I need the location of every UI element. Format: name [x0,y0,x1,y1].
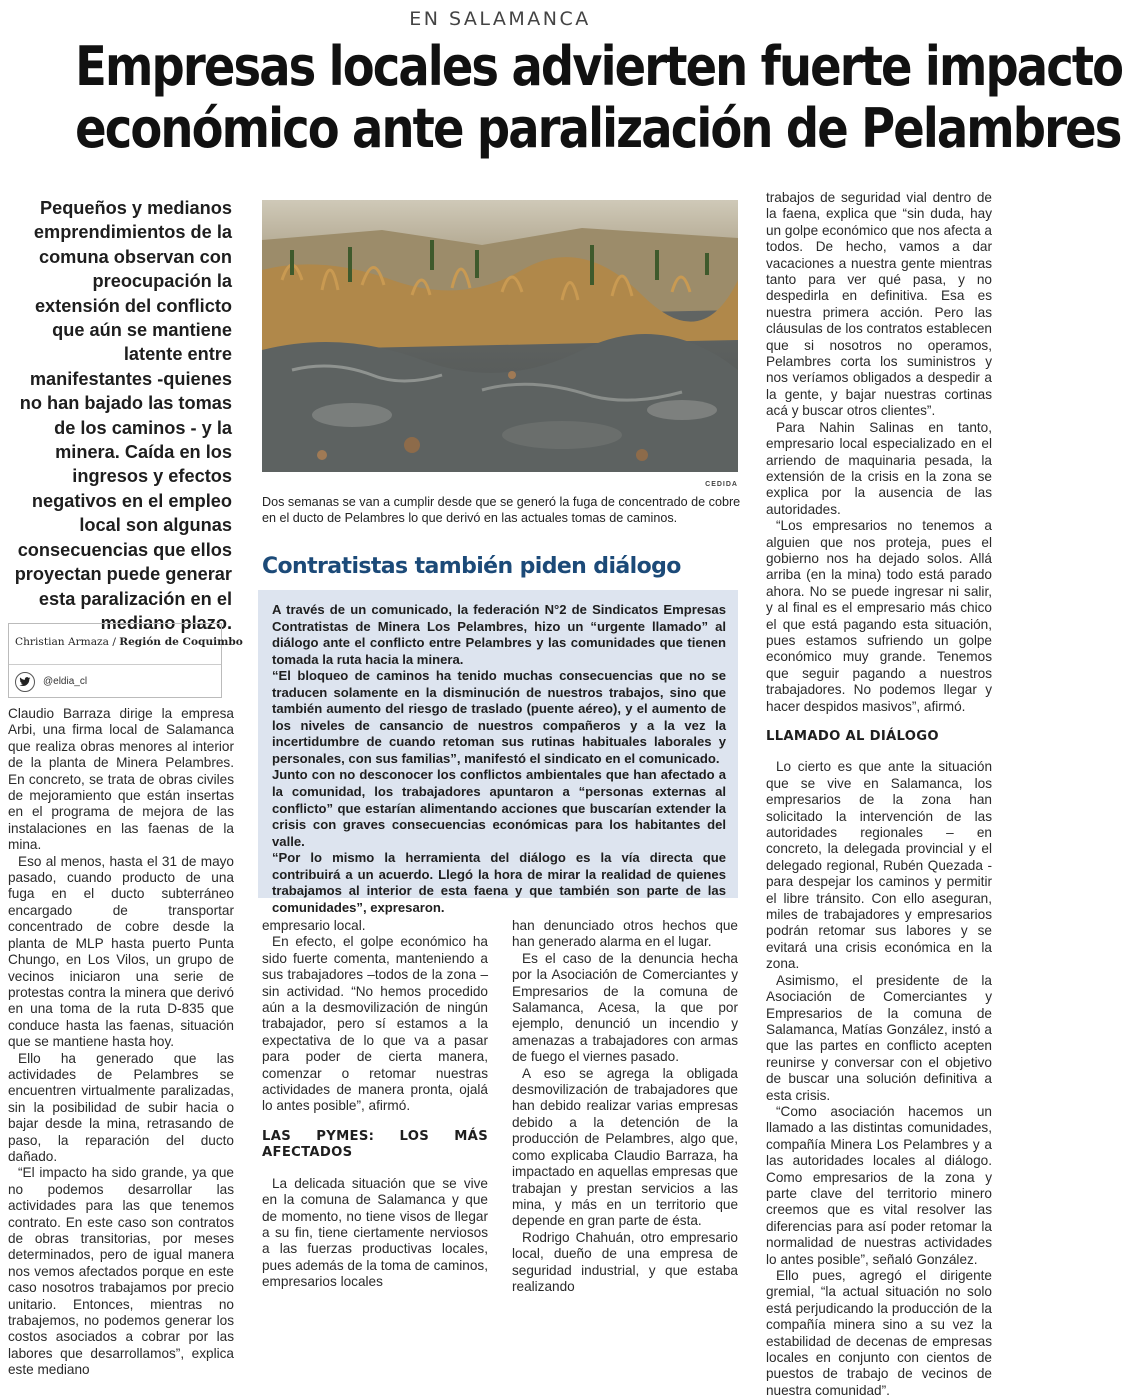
sidebar-paragraph: “Por lo mismo la herramienta del diálogo es la vía directa que contribuirá a un acuerdo. Llegó la hora de mirar la realidad de quienes trabajamos al interior de esta faena y que también son parte de las comunidades”, expresaron. [272,850,726,915]
body-column-4 [766,190,992,1399]
body-column-3 [512,918,738,1295]
body-paragraph: Claudio Barraza dirige la empresa Arbi, una firma local de Salamanca que realiza obras menores al interior de la planta de Minera Pelambres. En concreto, se trata de obras civiles de mejoramiento que están insertas en el programa de mejora de las instalaciones en las faenas de la mina. [8,706,234,853]
photo-caption: Dos semanas se van a cumplir desde que se generó la fuga de concentrado de cobre en el ducto de Pelambres lo que derivó en las actuales tomas de caminos. [262,495,741,525]
sidebar-paragraph: A través de un comunicado, la federación N°2 de Sindicatos Empresas Contratistas de Minera Los Pelambres, hizo un “urgente llamado” al diálogo ante el conflicto entre Pelambres y las comunidades que tienen tomada la ruta hacia la minera. [272,602,726,667]
section-heading-pymes: LAS PYMES: LOS MÁS AFECTADOS [262,1128,488,1161]
byline-separator: / [108,636,120,648]
body-paragraph: En efecto, el golpe económico ha sido fuerte comenta, manteniendo a sus trabajadores –todos de la zona – sin actividad. “No hemos procedido aún a la desmovilización de ningún trabajador, pero sí estamos a la expectativa de lo que va a pasar para poder de cierta manera, comenzar o retomar nuestras actividades de manera pronta, ojalá lo antes posible”, afirmó. [262,934,488,1114]
body-paragraph: Es el caso de la denuncia hecha por la Asociación de Comerciantes y Empresarios de la comuna de Salamanca, Acesa, la que por ejemplo, denunció un incendio y amenazas a trabajadores con armas de fuego el viernes pasado. [512,950,738,1065]
body-column-2 [262,918,488,1291]
byline-author-line [9,624,243,664]
body-paragraph: A eso se agrega la obligada desmovilización de trabajadores que han debido realizar varias empresas debido a la detención de la producción de Pelambres, algo que, como explicaba Claudio Barraza, ha impactado en aquellas empresas que trabajan y prestan servicios a las mina, y más en un territorio que depende en gran parte de ésta. [512,1065,738,1229]
body-column-1 [8,706,234,1379]
headline-line-2: económico ante paralización de Pelambres [75,97,1121,160]
body-paragraph: empresario local. [262,918,366,933]
body-paragraph: “Los empresarios no tenemos a alguien que nos proteja, pues el gobierno nos ha dejado solos. Allá arriba (en la mina) todo está parado ahora. No se puede ingresar ni salir, y al final es el empresario más chico el que está pagando esta situación, pues estamos sufriendo un golpe económico muy grande. Tenemos que seguir pagando a nuestros trabajadores. No podemos llegar y hacer despidos masivos”, afirmó. [766,518,992,714]
headline [75,35,1122,160]
photo-credit: CEDIDA [705,481,738,488]
sidebar-title: Contratistas también piden diálogo [262,554,681,579]
body-paragraph: han denunciado otros hechos que han generado alarma en el lugar. [512,918,738,950]
body-paragraph: Eso al menos, hasta el 31 de mayo pasado, cuando producto de una fuga en el ducto subterráneo encargado de transportar concentrado de cobre desde la planta de MLP hasta puerto Punta Chungo, en Los Vilos, un grupo de vecinos iniciaron una serie de protestas contra la minera que derivó en una toma de la ruta D-835 que conduce hasta las faenas, situación que se mantiene hasta hoy. [8,853,234,1050]
byline-social [9,664,221,698]
section-heading-dialogo: LLAMADO AL DIÁLOGO [766,729,939,744]
body-paragraph: Ello pues, agregó el dirigente gremial, “la actual situación no solo está perjudicando la producción de la compañía minera sino a su vez la estabilidad de decenas de empresas locales en conjunto con cientos de puestos de trabajo de vecinos de nuestra comunidad”. [766,1268,992,1398]
byline-author: Christian Armaza [15,636,109,648]
sidebar-paragraph: “El bloqueo de caminos ha tenido muchas consecuencias que no se traducen solamente en la disminución de nuestros trabajos, sino que también aumento del riesgo de traslado (puente aéreo), y el aumento de los niveles de cansancio de nuestros compañeros y a la vez la incertidumbre de cuando retoman sus rutinas habituales laborales y personales, con sus familias”, manifestó el sindicato en el comunicado. [272,668,726,766]
body-paragraph: “El impacto ha sido grande, ya que no podemos desarrollar las actividades para las que tenemos contrato. En este caso son contratos de obras transitorias, por meses determinados, pero de igual manera nos vemos afectados porque en este caso nosotros trabajamos por precio unitario. Entonces, mientras no trabajemos, no podemos generar los costos asociados a cobrar por las labores que desarrollamos”, explica este mediano [8,1165,234,1378]
body-paragraph: Asimismo, el presidente de la Asociación de Comerciantes y Empresarios de la comuna de Salamanca, Matías González, instó a que las partes en conflicto acepten reunirse y conversar con el objetivo de buscar una solución definitiva a esta crisis. [766,972,992,1103]
byline-box [8,623,243,698]
sidebar-paragraph: Junto con no desconocer los conflictos ambientales que han afectado a la comunidad, los trabajadores apuntaron a “personas externas al conflicto” que estarían alimentando acciones que buscarían extender la crisis con graves consecuencias económicas para los habitantes del valle. [272,767,726,849]
twitter-bird-icon[interactable] [15,672,35,692]
headline-line-1: Empresas locales advierten fuerte impacto [75,35,1122,98]
lead-paragraph: Pequeños y medianos emprendimientos de la comuna observan con preocupación la extensión del conflicto que aún se mantiene latente entre manifestantes -quienes no han bajado las tomas de los caminos - y la minera. Caída en los ingresos y efectos negativos en el empleo local son algunas consecuencias que ellos proyectan puede generar esta paralización en el mediano plazo. [14,198,232,633]
body-paragraph: trabajos de seguridad vial dentro de la faena, explica que “sin duda, hay un golpe económico que nos afecta a todos. De hecho, vamos a dar vacaciones a nuestra gente mientras tanto para ver qué pasa, y no despedirla en definitiva. Esa es nuestra primera acción. Pero las cláusulas de los contratos establecen que si nosotros no operamos, Pelambres corta los suministros y nos veríamos obligados a despedir a la gente, y bajar nuestras cortinas acá y buscar otros clientes”. [766,190,992,419]
body-paragraph: Lo cierto es que ante la situación que se vive en Salamanca, los empresarios de la zona han solicitado la intervención de las autoridades regionales – en concreto, la delegada provincial y el delegado regional, Rubén Quezada - para despejar los caminos y permitir el libre tránsito. Con ello aseguran, miles de trabajadores y empresarios podrán retomar sus labores y se evitará una crisis económica en la zona. [766,759,992,972]
body-paragraph: Para Nahin Salinas en tanto, empresario local especializado en el arriendo de maquinaria pesada, la extensión de la crisis en la zona se explica por la ausencia de las autoridades. [766,419,992,517]
sidebar-box [258,590,738,915]
section-label: EN SALAMANCA [409,8,591,30]
body-paragraph: La delicada situación que se vive en la comuna de Salamanca y que de momento, no tiene visos de llegar a su fin, tiene ciertamente nerviosos a las fuerzas productivas locales, pues además de la toma de caminos, empresarios locales [262,1175,488,1290]
body-paragraph: Rodrigo Chahuán, otro empresario local, dueño de una empresa de seguridad industrial, y que estaba realizando [512,1229,738,1294]
photo-copper-spill [262,200,738,472]
body-paragraph: Ello ha generado que las actividades de Pelambres se encuentren virtualmente paralizadas, sin la posibilidad de subir hacia o bajar desde la mina, retrasando de paso, la reparación del ducto dañado. [8,1050,234,1164]
byline-region: Región de Coquimbo [119,636,243,648]
twitter-handle[interactable]: @eldia_cl [43,676,88,687]
body-paragraph: “Como asociación hacemos un llamado a las distintas comunidades, compañía Minera Los Pelambres y a las autoridades locales al diálogo. Como empresarios de la zona y parte clave del territorio minero creemos que es vital resolver las diferencias para así poder retomar la normalidad de nuestras actividades lo antes posible”, señaló González. [766,1103,992,1267]
